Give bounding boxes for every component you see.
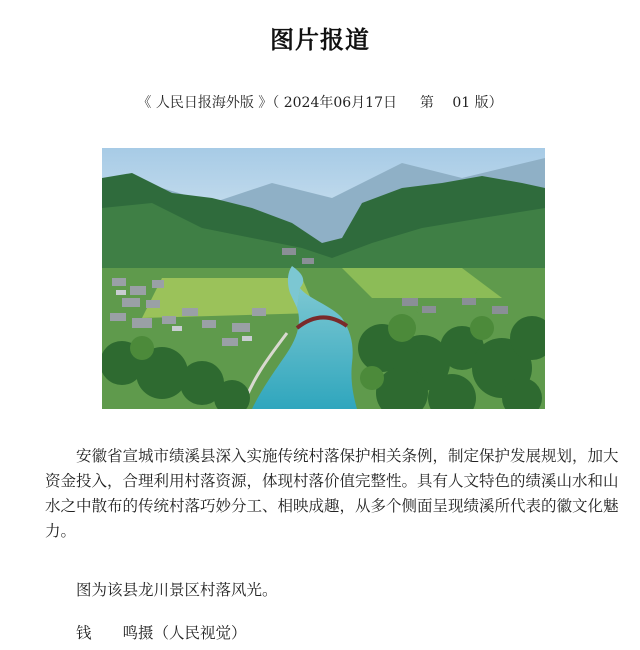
article-photo (102, 148, 545, 409)
photo-credit: 钱 鸣摄（人民视觉） (76, 624, 247, 642)
aerial-valley-village-photo (102, 148, 545, 409)
page-title: 图片报道 (270, 26, 370, 54)
source-line (0, 92, 640, 112)
photo-caption: 图为该县龙川景区村落风光。 (76, 581, 278, 599)
body-paragraph: 安徽省宣城市绩溪县深入实施传统村落保护相关条例，制定保护发展规划，加大资金投入，合理利用村落资源，体现村落价值完整性。具有人文特色的绩溪山水和山水之中散布的传统村落巧妙分工、相映成趣，从多个侧面呈现绩溪所代表的徽文化魅力。 (45, 447, 619, 540)
article-body (45, 444, 625, 544)
source-text: 《 人民日报海外版 》（ 2024年06月17日 第 01 版） (137, 95, 503, 111)
